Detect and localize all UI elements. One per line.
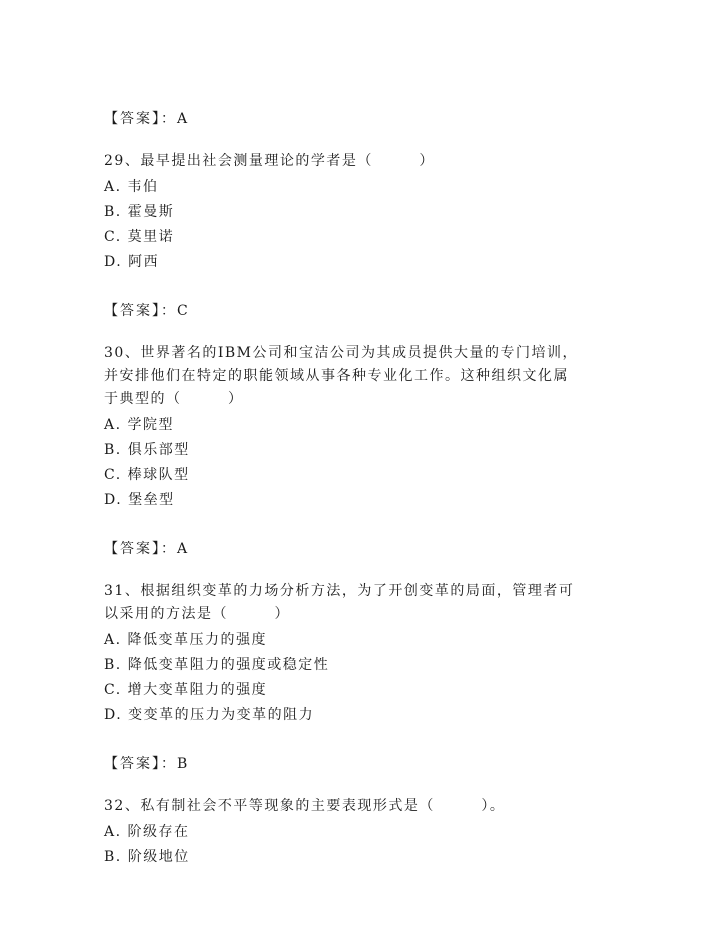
question-29 [104,150,624,275]
option-a: A. 学院型 [104,417,175,433]
option-d: D. 变变革的压力为变革的阻力 [104,707,315,723]
answer-29: 【答案】：C [104,303,190,319]
question-32-text: 32、私有制社会不平等现象的主要表现形式是（ ）。 [104,798,506,814]
option-b: B. 霍曼斯 [104,204,175,220]
answer-31: 【答案】：B [104,756,190,772]
question-30-line-1: 30、世界著名的IBM公司和宝洁公司为其成员提供大量的专门培训， [104,345,578,361]
question-32 [104,795,624,870]
option-b: B. 降低变革阻力的强度或稳定性 [104,657,330,673]
question-32-options [104,820,624,870]
question-30-line-3: 于典型的（ ） [104,391,244,407]
question-30 [104,342,624,513]
option-c: C. 莫里诺 [104,229,175,245]
option-d: D. 阿西 [104,254,160,270]
question-29-options [104,175,624,275]
option-a: A. 降低变革压力的强度 [104,632,268,648]
exam-page [104,108,624,870]
answer-28: 【答案】：A [104,111,190,127]
option-c: C. 棒球队型 [104,467,190,483]
question-29-text: 29、最早提出社会测量理论的学者是（ ） [104,153,435,169]
question-31 [104,580,624,728]
option-c: C. 增大变革阻力的强度 [104,682,268,698]
question-31-line-2: 以采用的方法是（ ） [104,606,290,622]
option-b: B. 阶级地位 [104,849,190,865]
option-a: A. 韦伯 [104,179,159,195]
question-31-line-1: 31、根据组织变革的力场分析方法，为了开创变革的局面，管理者可 [104,583,575,599]
option-b: B. 俱乐部型 [104,442,190,458]
question-30-line-2: 并安排他们在特定的职能领域从事各种专业化工作。这种组织文化属 [104,368,569,384]
question-31-options [104,628,624,728]
answer-30: 【答案】：A [104,541,190,557]
option-a: A. 阶级存在 [104,824,190,840]
option-d: D. 堡垒型 [104,492,175,508]
question-30-options [104,413,624,513]
